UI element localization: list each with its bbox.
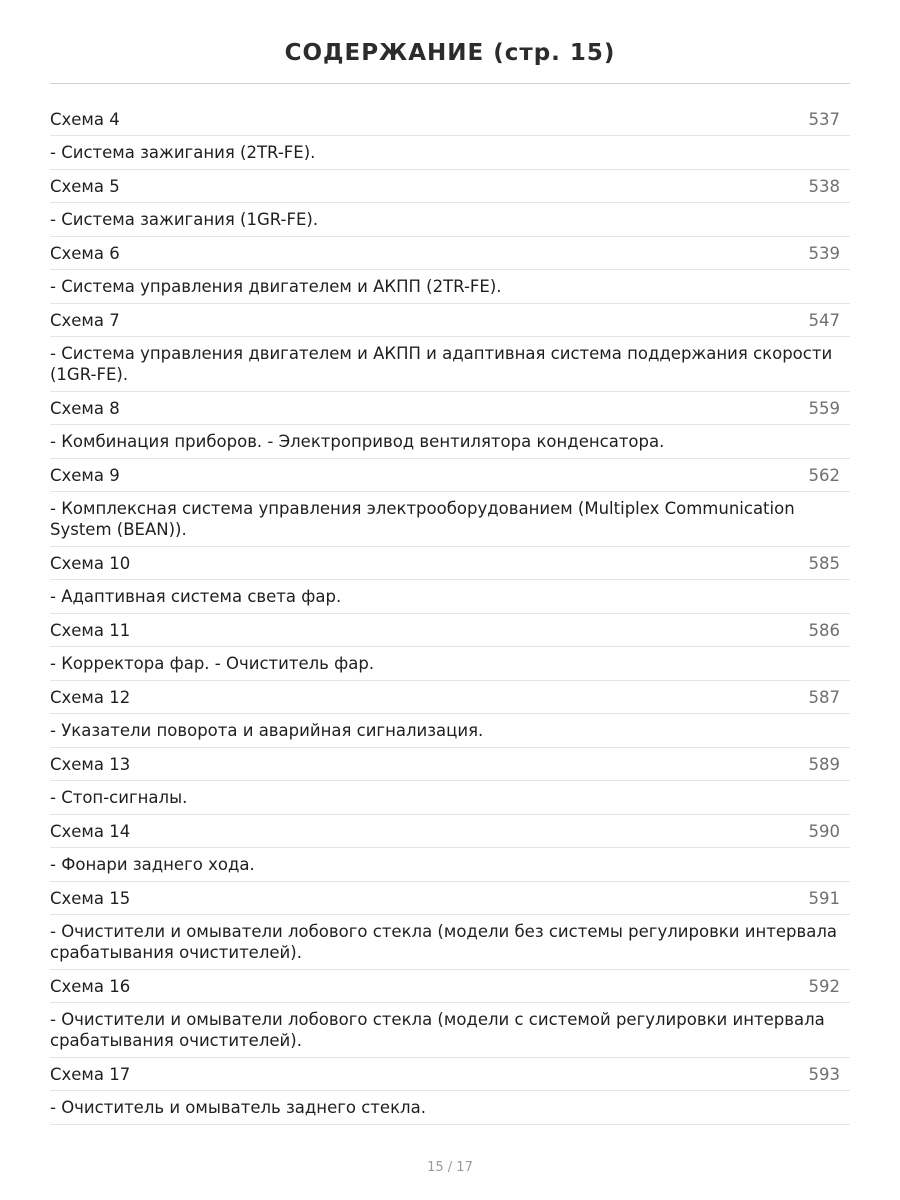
- scheme-page-number: 590: [808, 821, 840, 841]
- scheme-label: Схема 10: [50, 553, 131, 573]
- toc-entry-heading[interactable]: [50, 547, 850, 580]
- toc-entry-description: [50, 270, 850, 304]
- scheme-page-number: 593: [808, 1064, 840, 1084]
- toc-entry-heading[interactable]: [50, 459, 850, 492]
- scheme-page-number: 559: [808, 398, 840, 418]
- table-of-contents: [50, 103, 850, 1125]
- scheme-label: Схема 6: [50, 243, 120, 263]
- toc-entry-heading[interactable]: [50, 1058, 850, 1091]
- scheme-page-number: 592: [808, 976, 840, 996]
- toc-entry-description: [50, 1091, 850, 1125]
- scheme-page-number: 589: [808, 754, 840, 774]
- scheme-label: Схема 7: [50, 310, 120, 330]
- description-text: - Очистители и омыватели лобового стекла (модели без системы регулировки интервала срабатывания очистителей).: [50, 922, 837, 962]
- toc-entry-heading[interactable]: [50, 237, 850, 270]
- toc-entry-description: [50, 1003, 850, 1058]
- toc-entry-description: [50, 136, 850, 170]
- description-text: - Указатели поворота и аварийная сигнализация.: [50, 721, 484, 740]
- toc-entry-description: [50, 781, 850, 815]
- toc-entry-description: [50, 647, 850, 681]
- toc-entry-description: [50, 203, 850, 237]
- scheme-label: Схема 8: [50, 398, 120, 418]
- toc-entry-heading[interactable]: [50, 815, 850, 848]
- description-text: - Система управления двигателем и АКПП (2TR-FE).: [50, 277, 502, 296]
- description-text: - Комплексная система управления электрооборудованием (Multiplex Communication System (BEAN)).: [50, 499, 795, 539]
- description-text: - Очиститель и омыватель заднего стекла.: [50, 1098, 426, 1117]
- description-text: - Система управления двигателем и АКПП и адаптивная система поддержания скорости (1GR-FE).: [50, 344, 833, 384]
- scheme-label: Схема 9: [50, 465, 120, 485]
- toc-entry-heading[interactable]: [50, 748, 850, 781]
- scheme-page-number: 585: [808, 553, 840, 573]
- scheme-page-number: 562: [808, 465, 840, 485]
- toc-entry-heading[interactable]: [50, 304, 850, 337]
- page-indicator: 15 / 17: [427, 1160, 473, 1175]
- scheme-label: Схема 4: [50, 109, 120, 129]
- toc-entry-description: [50, 714, 850, 748]
- page-title: СОДЕРЖАНИЕ (стр. 15): [284, 40, 616, 66]
- toc-entry-heading[interactable]: [50, 882, 850, 915]
- toc-entry-description: [50, 337, 850, 392]
- scheme-page-number: 587: [808, 687, 840, 707]
- scheme-label: Схема 11: [50, 620, 131, 640]
- scheme-label: Схема 5: [50, 176, 120, 196]
- toc-entry-description: [50, 425, 850, 459]
- scheme-label: Схема 12: [50, 687, 131, 707]
- scheme-label: Схема 15: [50, 888, 131, 908]
- scheme-page-number: 547: [808, 310, 840, 330]
- scheme-label: Схема 17: [50, 1064, 131, 1084]
- description-text: - Комбинация приборов. - Электропривод вентилятора конденсатора.: [50, 432, 665, 451]
- scheme-page-number: 538: [808, 176, 840, 196]
- description-text: - Система зажигания (2TR-FE).: [50, 143, 316, 162]
- toc-entry-description: [50, 580, 850, 614]
- toc-entry-heading[interactable]: [50, 681, 850, 714]
- toc-entry-heading[interactable]: [50, 970, 850, 1003]
- toc-entry-description: [50, 492, 850, 547]
- toc-entry-description: [50, 915, 850, 970]
- toc-entry-heading[interactable]: [50, 392, 850, 425]
- scheme-page-number: 539: [808, 243, 840, 263]
- description-text: - Система зажигания (1GR-FE).: [50, 210, 319, 229]
- title-divider: [50, 83, 850, 84]
- scheme-label: Схема 13: [50, 754, 131, 774]
- description-text: - Фонари заднего хода.: [50, 855, 255, 874]
- scheme-label: Схема 16: [50, 976, 131, 996]
- scheme-page-number: 591: [808, 888, 840, 908]
- toc-entry-heading[interactable]: [50, 170, 850, 203]
- toc-entry-description: [50, 848, 850, 882]
- description-text: - Адаптивная система света фар.: [50, 587, 342, 606]
- description-text: - Корректора фар. - Очиститель фар.: [50, 654, 375, 673]
- description-text: - Очистители и омыватели лобового стекла (модели с системой регулировки интервала срабатывания очистителей).: [50, 1010, 825, 1050]
- toc-entry-heading[interactable]: [50, 103, 850, 136]
- toc-entry-heading[interactable]: [50, 614, 850, 647]
- scheme-label: Схема 14: [50, 821, 131, 841]
- scheme-page-number: 537: [808, 109, 840, 129]
- scheme-page-number: 586: [808, 620, 840, 640]
- description-text: - Стоп-сигналы.: [50, 788, 188, 807]
